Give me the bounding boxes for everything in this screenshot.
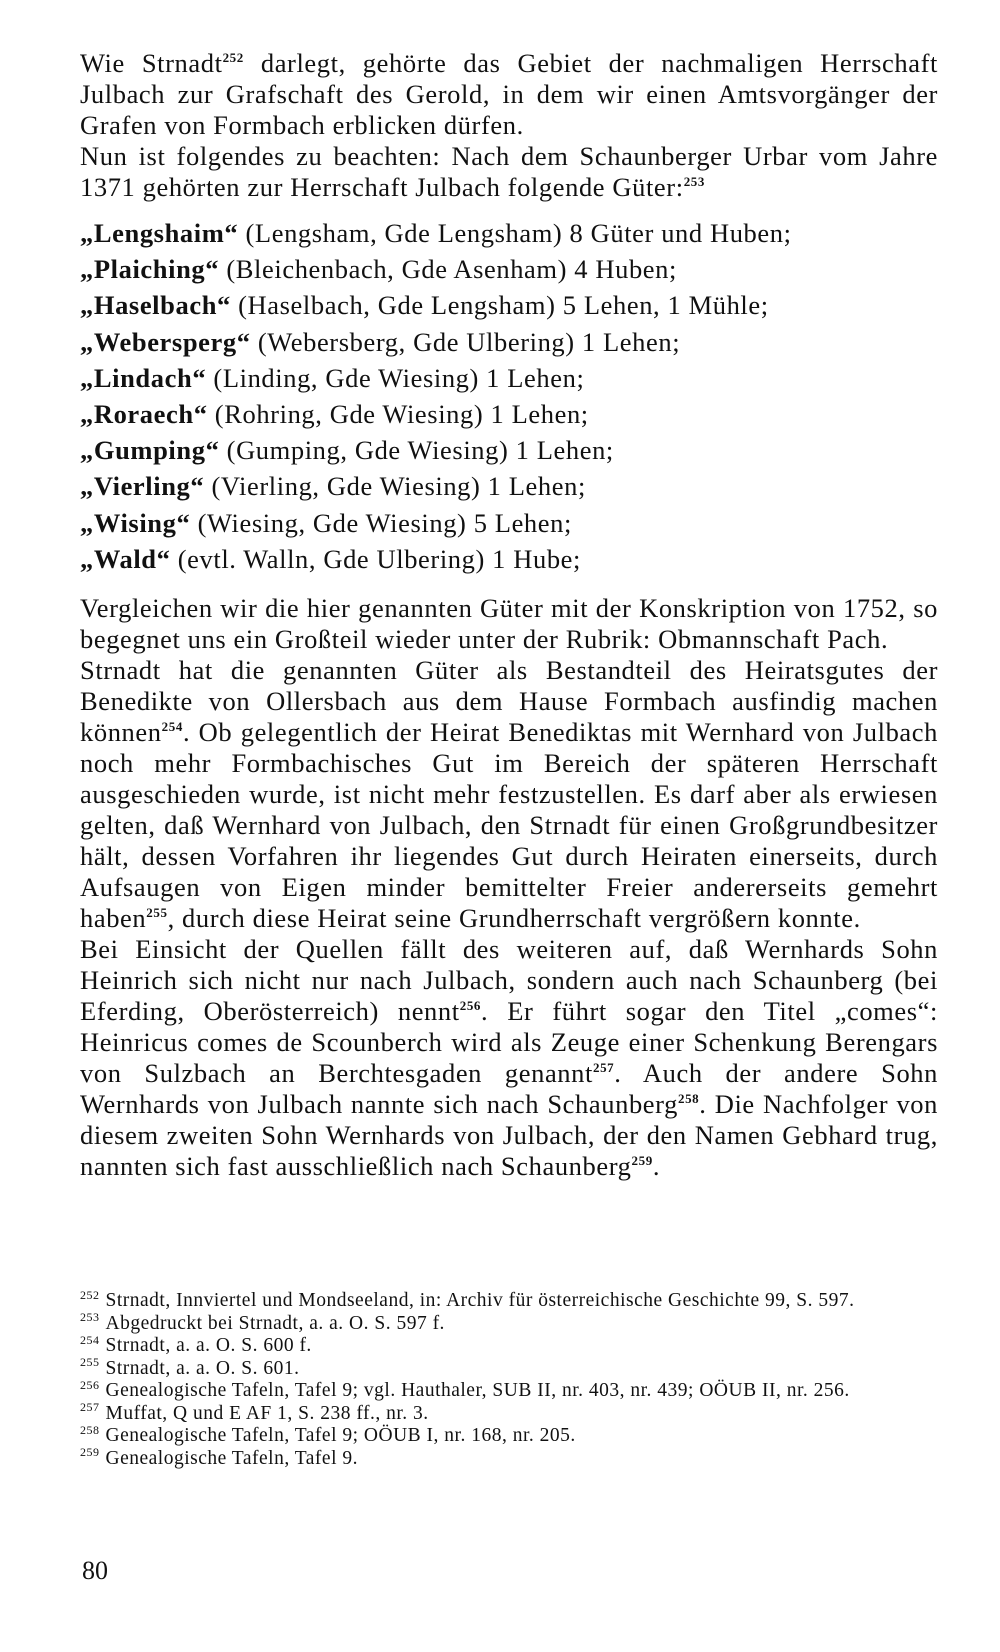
footnote: $^{254}$ Strnadt, a. a. O. S. 600 f. xyxy=(80,1332,312,1356)
footnote: $^{255}$ Strnadt, a. a. O. S. 601. xyxy=(80,1355,300,1379)
footnote: $^{258}$ Genealogische Tafeln, Tafel 9; OÖUB I, nr. 168, nr. 205. xyxy=(80,1422,576,1446)
list-item: „Webersperg“ (Webersberg, Gde Ulbering) 1 Lehen; xyxy=(80,326,681,357)
list-item: „Roraech“ (Rohring, Gde Wiesing) 1 Lehen; xyxy=(80,399,589,430)
footnotes xyxy=(80,1287,938,1470)
list-item: „Gumping“ (Gumping, Gde Wiesing) 1 Lehen; xyxy=(80,435,614,466)
list-item: „Wising“ (Wiesing, Gde Wiesing) 5 Lehen; xyxy=(80,507,572,538)
footnote: $^{259}$ Genealogische Tafeln, Tafel 9. xyxy=(80,1445,358,1469)
main-text xyxy=(80,48,938,1182)
paragraph-1: Wie Strnadt$^{252}$ darlegt, gehörte das Gebiet der nachmaligen Herrschaft Julbach zur Grafschaft des Gerold, in dem wir einen Amtsvorgänger der Grafen von Formbach erblicken dürfen. xyxy=(80,48,938,140)
footnote-ref: 259 xyxy=(631,1153,653,1169)
footnote-ref: 257 xyxy=(592,1060,615,1076)
footnote: $^{257}$ Muffat, Q und E AF 1, S. 238 ff., nr. 3. xyxy=(80,1400,429,1424)
footnote-ref: 253 xyxy=(683,174,705,190)
footnote: $^{253}$ Abgedruckt bei Strnadt, a. a. O. S. 597 f. xyxy=(80,1310,445,1334)
footnote-ref: 255 xyxy=(146,905,168,921)
footnote-ref: 258 xyxy=(677,1091,700,1107)
footnote-ref: 256 xyxy=(459,998,482,1014)
page-number: 80 xyxy=(82,1556,108,1585)
footnote: $^{252}$ Strnadt, Innviertel und Mondseeland, in: Archiv für österreichische Geschichte 99, S. 597. xyxy=(80,1287,855,1311)
list-item: „Lengshaim“ (Lengsham, Gde Lengsham) 8 Güter und Huben; xyxy=(80,218,792,248)
paragraph-4: Strnadt hat die genannten Güter als Bestandteil des Heiratsgutes der Benedikte von Ollersbach aus dem Hause Formbach ausfindig machen können$^{254}$. Ob gelegentlich der Heirat Benediktas mit Wernhard von Julbach noch mehr Formbachisches Gut im Bereich der späteren Herrschaft ausgeschieden wurde, ist nicht mehr festzustellen. Es darf aber als erwiesen gelten, daß Wernhard von Julbach, den Strnadt für einen Großgrundbesitzer hält, dessen Vorfahren ihr liegendes Gut durch Heiraten einerseits, durch Aufsaugen von Eigen minder bemittelter Freier andererseits gemehrt haben$^{255}$, durch diese Heirat seine Grundherrschaft vergrößern konnte. xyxy=(80,655,938,934)
footnote-ref: 252 xyxy=(222,50,244,66)
estate-list xyxy=(80,215,938,577)
list-item: „Wald“ (evtl. Walln, Gde Ulbering) 1 Hube; xyxy=(80,543,581,574)
list-item: „Vierling“ (Vierling, Gde Wiesing) 1 Lehen; xyxy=(80,471,586,502)
footnote-ref: 254 xyxy=(161,719,183,735)
paragraph-3: Vergleichen wir die hier genannten Güter mit der Konskription von 1752, so begegnet uns ein Großteil wieder unter der Rubrik: Obmannschaft Pach. xyxy=(80,593,938,655)
list-item: „Lindach“ (Linding, Gde Wiesing) 1 Lehen; xyxy=(80,362,585,393)
footnote: $^{256}$ Genealogische Tafeln, Tafel 9; vgl. Hauthaler, SUB II, nr. 403, nr. 439; OÖUB II, nr. 256. xyxy=(80,1377,850,1401)
paragraph-5: Bei Einsicht der Quellen fällt des weiteren auf, daß Wernhards Sohn Heinrich sich nicht nur nach Julbach, sondern auch nach Schaunberg (bei Eferding, Oberösterreich) nennt$^{256}$. Er führt sogar den Titel „comes“: Heinricus comes de Scounberch wird als Zeuge einer Schenkung Berengars von Sulzbach an Berchtesgaden genannt$^{257}$. Auch der andere Sohn Wernhards von Julbach nannte sich nach Schaunberg$^{258}$. Die Nachfolger von diesem zweiten Sohn Wernhards von Julbach, der den Namen Gebhard trug, nannten sich fast ausschließlich nach Schaunberg$^{259}$. xyxy=(80,934,938,1182)
list-item: „Plaiching“ (Bleichenbach, Gde Asenham) 4 Huben; xyxy=(80,254,677,285)
list-item: „Haselbach“ (Haselbach, Gde Lengsham) 5 Lehen, 1 Mühle; xyxy=(80,290,769,321)
paragraph-2: Nun ist folgendes zu beachten: Nach dem Schaunberger Urbar vom Jahre 1371 gehörten zur Herrschaft Julbach folgende Güter:$^{253}$ xyxy=(80,141,938,202)
